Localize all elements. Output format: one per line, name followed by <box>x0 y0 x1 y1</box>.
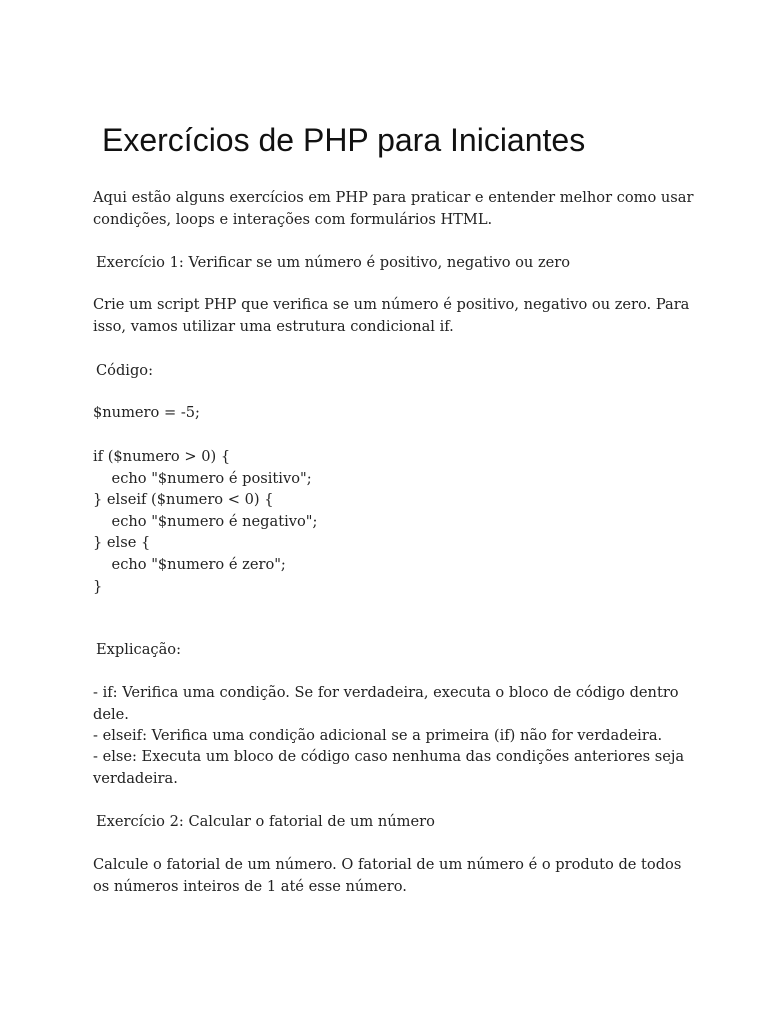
exercise-1-heading: Exercício 1: Verificar se um número é positivo, negativo ou zero <box>96 254 571 271</box>
code-line-2: echo "$numero é positivo"; <box>93 470 312 487</box>
document-title: Exercícios de PHP para Iniciantes <box>102 122 586 158</box>
code-label: Código: <box>96 362 154 379</box>
exercise-2-description-line-1: Calcule o fatorial de um número. O fatorial de um número é o produto de todos <box>93 856 682 873</box>
exercise-2-description-line-2: os números inteiros de 1 até esse número. <box>93 878 407 895</box>
explanation-line-5: verdadeira. <box>93 770 178 787</box>
intro-line-1: Aqui estão alguns exercícios em PHP para praticar e entender melhor como usar <box>93 189 694 206</box>
code-assignment: $numero = -5; <box>93 404 200 421</box>
code-line-1: if ($numero > 0) { <box>93 448 231 465</box>
code-line-6: echo "$numero é zero"; <box>93 556 286 573</box>
explanation-line-4: - else: Executa um bloco de código caso nenhuma das condições anteriores seja <box>93 748 685 765</box>
code-line-5: } else { <box>93 534 151 551</box>
explanation-label: Explicação: <box>96 641 182 658</box>
explanation-line-3: - elseif: Verifica uma condição adicional se a primeira (if) não for verdadeira. <box>93 727 663 744</box>
code-line-3: } elseif ($numero < 0) { <box>93 491 274 508</box>
exercise-1-description-line-2: isso, vamos utilizar uma estrutura condicional if. <box>93 318 454 335</box>
explanation-line-2: dele. <box>93 706 129 723</box>
code-line-4: echo "$numero é negativo"; <box>93 513 318 530</box>
intro-line-2: condições, loops e interações com formulários HTML. <box>93 211 493 228</box>
code-line-7: } <box>93 578 103 595</box>
exercise-1-description-line-1: Crie um script PHP que verifica se um número é positivo, negativo ou zero. Para <box>93 296 690 313</box>
exercise-2-heading: Exercício 2: Calcular o fatorial de um número <box>96 813 435 830</box>
explanation-line-1: - if: Verifica uma condição. Se for verdadeira, executa o bloco de código dentro <box>93 684 679 701</box>
